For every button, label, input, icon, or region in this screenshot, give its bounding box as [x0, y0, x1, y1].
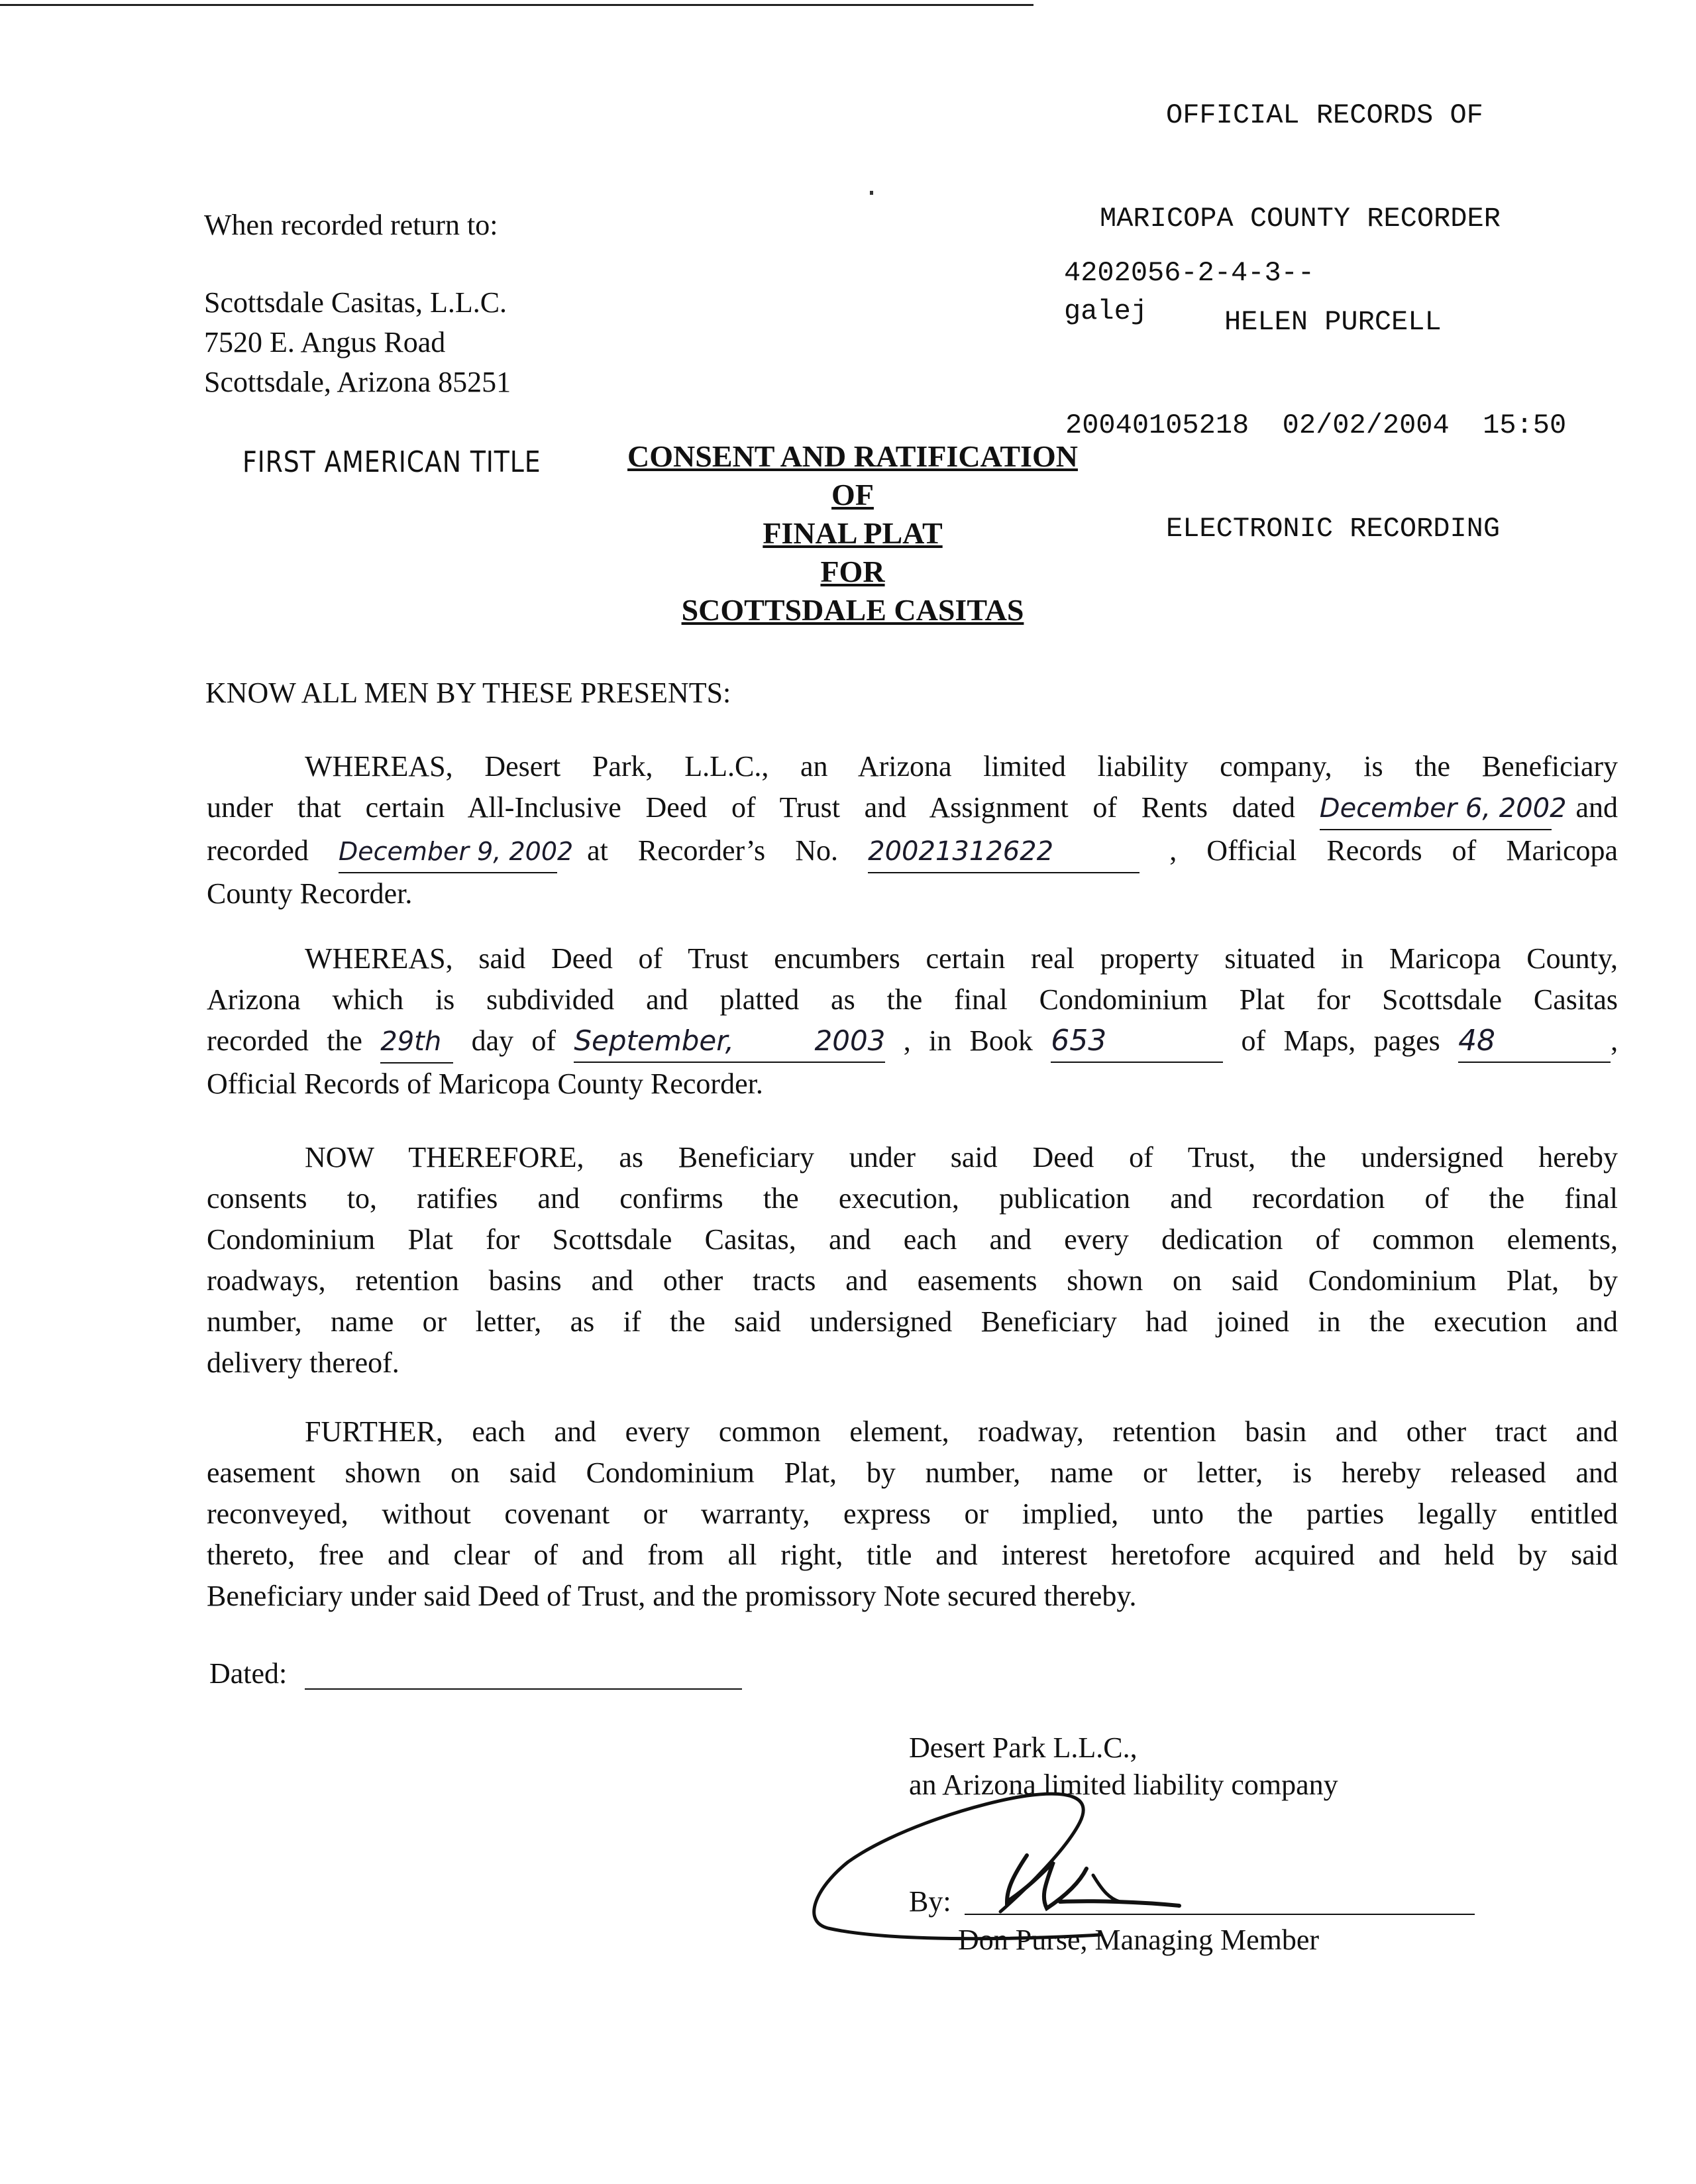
p3-line-6: delivery thereof.: [207, 1346, 399, 1379]
signer-name-title: Don Purse, Managing Member: [958, 1924, 1320, 1956]
p2-line-4: Official Records of Maricopa County Recorder.: [207, 1067, 763, 1100]
p2-line-1: WHEREAS, said Deed of Trust encumbers certain real property situated in Maricopa County,: [305, 942, 1618, 975]
p1-line-3: recorded December 9, 2002 at Recorder’s No. 20021312622 , Official Records of Maricopa: [207, 830, 1618, 873]
signature-entity: Desert Park L.L.C.,: [909, 1731, 1138, 1764]
pages-handwritten: 48: [1458, 1020, 1611, 1063]
p1-line-4: County Recorder.: [207, 877, 413, 910]
recorders-number-handwritten: 20021312622: [868, 831, 1140, 873]
p3-line-5: number, name or letter, as if the said undersigned Beneficiary had joined in the execution and: [207, 1305, 1618, 1338]
title-company-stamp: FIRST AMERICAN TITLE: [242, 445, 541, 479]
deed-date-handwritten: December 6, 2002: [1320, 788, 1552, 830]
preamble: KNOW ALL MEN BY THESE PRESENTS:: [205, 677, 731, 709]
signature-entity-desc: an Arizona limited liability company: [909, 1769, 1338, 1801]
stamp-code: 4202056-2-4-3--: [1064, 257, 1315, 289]
return-to-block: [204, 207, 800, 402]
paragraph-now-therefore: [207, 1137, 1618, 1384]
dated-blank-line: [305, 1688, 742, 1690]
stamp-line-5: ELECTRONIC RECORDING: [1166, 513, 1501, 545]
recording-number: 20040105218: [1065, 410, 1249, 441]
p3-line-2: consents to, ratifies and confirms the execution, publication and recordation of the final: [207, 1182, 1618, 1215]
p3-line-1: NOW THEREFORE, as Beneficiary under said Deed of Trust, the undersigned hereby: [305, 1141, 1618, 1174]
stamp-line-2: MARICOPA COUNTY RECORDER: [1100, 203, 1501, 235]
scan-speck: [870, 191, 873, 195]
book-number-handwritten: 653: [1051, 1020, 1223, 1063]
p1-line-2: under that certain All-Inclusive Deed of Trust and Assignment of Rents dated December 6, 2002 and: [207, 787, 1618, 830]
paragraph-further: [207, 1411, 1618, 1617]
p4-line-3: reconveyed, without covenant or warranty, express or implied, unto the parties legally entitled: [207, 1498, 1618, 1530]
heading-line-2: OF: [831, 478, 874, 512]
plat-day-handwritten: 29th: [380, 1021, 453, 1064]
p2-line-2: Arizona which is subdivided and platted as the final Condominium Plat for Scottsdale Casitas: [207, 983, 1618, 1016]
heading-line-3: FINAL PLAT: [763, 516, 943, 550]
recording-time: 15:50: [1483, 410, 1567, 441]
return-to-street: 7520 E. Angus Road: [204, 326, 446, 358]
p3-line-3: Condominium Plat for Scottsdale Casitas, and each and every dedication of common elements,: [207, 1223, 1618, 1256]
p4-line-5: Beneficiary under said Deed of Trust, and the promissory Note secured thereby.: [207, 1580, 1137, 1612]
stamp-line-3: HELEN PURCELL: [1224, 306, 1442, 338]
stamp-line-4: [1060, 408, 1670, 443]
p4-line-1: FURTHER, each and every common element, roadway, retention basin and other tract and: [305, 1415, 1618, 1448]
return-to-city: Scottsdale, Arizona 85251: [204, 366, 511, 398]
recorder-stamp: [1060, 29, 1670, 580]
plat-month-year-handwritten: September, 2003: [574, 1020, 885, 1063]
return-to-label: When recorded return to:: [204, 209, 498, 241]
heading-line-4: FOR: [820, 555, 885, 588]
paragraph-whereas-2: [207, 938, 1618, 1105]
scan-edge-line: [0, 4, 1034, 6]
document-heading: [555, 437, 1151, 629]
p2-line-3: recorded the 29th day of September, 2003 , in Book 653 of Maps, pages 48 ,: [207, 1020, 1618, 1064]
return-to-name: Scottsdale Casitas, L.L.C.: [204, 286, 507, 319]
p1-line-1: WHEREAS, Desert Park, L.L.C., an Arizona limited liability company, is the Beneficiary: [305, 750, 1618, 783]
heading-line-1: CONSENT AND RATIFICATION: [627, 439, 1078, 473]
dated-label: Dated:: [209, 1657, 288, 1690]
p4-line-2: easement shown on said Condominium Plat, by number, name or letter, is hereby released and: [207, 1456, 1618, 1489]
heading-line-5: SCOTTSDALE CASITAS: [681, 593, 1024, 627]
recording-date: 02/02/2004: [1282, 410, 1450, 441]
p4-line-4: thereto, free and clear of and from all right, title and interest heretofore acquired and held by said: [207, 1539, 1618, 1571]
by-label: By:: [909, 1885, 951, 1918]
stamp-line-1: OFFICIAL RECORDS OF: [1166, 99, 1483, 131]
stamp-user: galej: [1064, 296, 1148, 327]
recorded-date-handwritten: December 9, 2002: [339, 831, 557, 873]
paragraph-whereas-1: [207, 746, 1618, 914]
p3-line-4: roadways, retention basins and other tracts and easements shown on said Condominium Plat, by: [207, 1264, 1618, 1297]
